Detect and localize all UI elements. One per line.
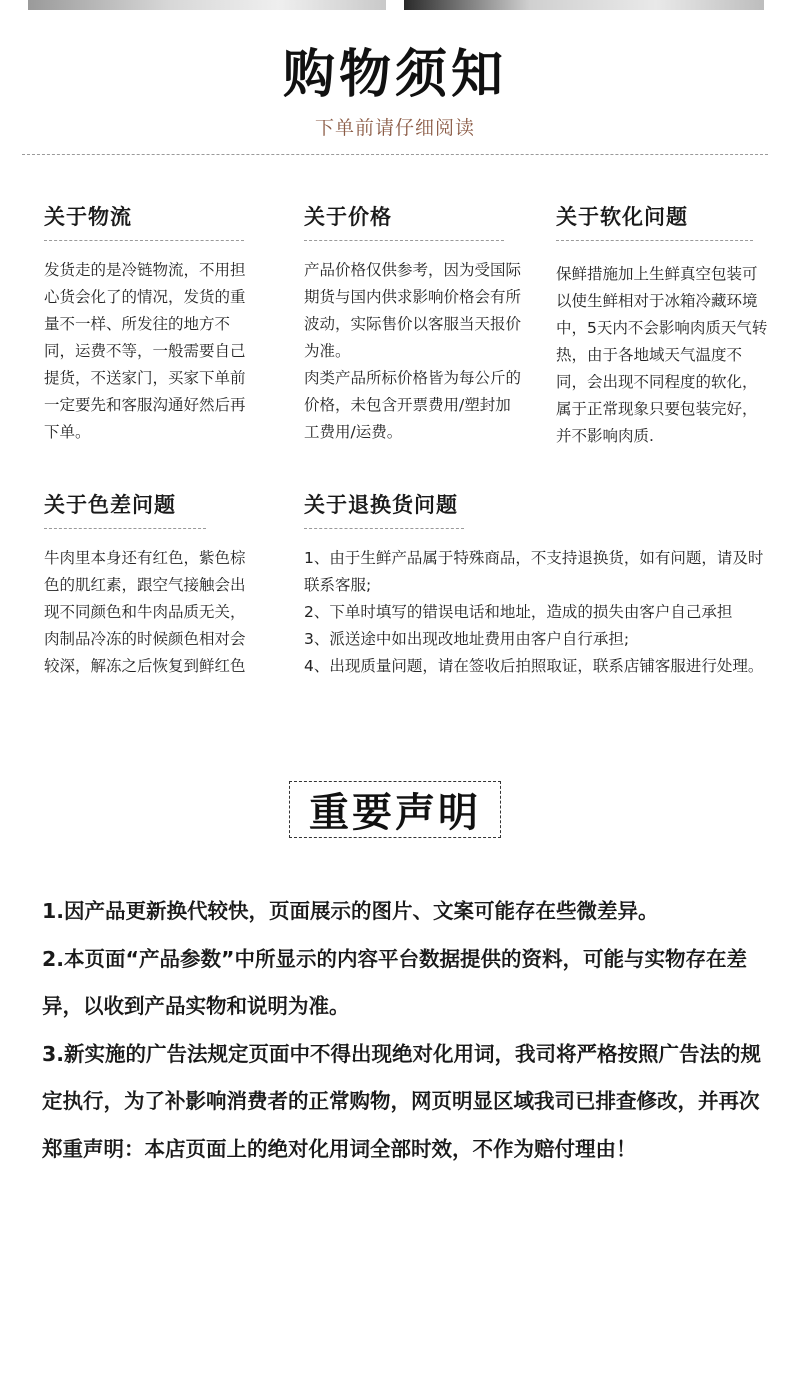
- section-text: [44, 257, 249, 446]
- section-title: 关于色差问题: [44, 493, 176, 517]
- divider: [22, 154, 768, 155]
- section-divider: [44, 240, 244, 241]
- section-line: 产品价格仅供参考，因为受国际期货与国内供求影响价格会有所波动，实际售价以客服当天报价为准。: [304, 261, 522, 360]
- section-line: 4、出现质量问题，请在签收后拍照取证，联系店铺客服进行处理。: [304, 657, 764, 675]
- section-divider: [556, 240, 753, 241]
- section-line: 保鲜措施加上生鲜真空包装可以使生鲜相对于冰箱冷藏环境中，5天内不会影响肉质天气转热，由于各地域天气温度不同，会出现不同程度的软化，属于正常现象只要包装完好，并不影响肉质.: [556, 265, 768, 445]
- section-text: [44, 545, 254, 680]
- section-text: [556, 261, 771, 450]
- section-line: 3、派送途中如出现改地址费用由客户自行承担;: [304, 630, 630, 648]
- statement-item: 3.新实施的广告法规定页面中不得出现绝对化用词，我司将严格按照广告法的规定执行，为了补影响消费者的正常购物，网页明显区域我司已排查修改，并再次郑重声明：本店页面上的绝对化用词全部时效，不作为赔付理由！: [42, 1041, 762, 1161]
- section-divider: [44, 528, 206, 529]
- section-title: 关于退换货问题: [304, 493, 458, 517]
- statement-text: [42, 888, 772, 1173]
- statement-item: 1.因产品更新换代较快，页面展示的图片、文案可能存在些微差异。: [42, 899, 659, 923]
- section-title: 关于软化问题: [556, 205, 688, 229]
- top-photo-left: [28, 0, 386, 10]
- section-line: 发货走的是冷链物流，不用担心货会化了的情况，发货的重量不一样、所发往的地方不同，运费不等，一般需要自己提货，不送家门，买家下单前一定要先和客服沟通好然后再下单。: [44, 261, 246, 441]
- section-logistics: [44, 202, 249, 446]
- statement-item: 2.本页面“产品参数”中所显示的内容平台数据提供的资料，可能与实物存在差异，以收到产品实物和说明为准。: [42, 946, 747, 1018]
- section-line: 牛肉里本身还有红色，紫色棕色的肌红素，跟空气接触会出现不同颜色和牛肉品质无关，肉制品冷冻的时候颜色相对会较深，解冻之后恢复到鲜红色: [44, 549, 246, 675]
- section-text: [304, 545, 776, 680]
- section-divider: [304, 240, 504, 241]
- section-color: [44, 490, 254, 680]
- page-subtitle: 下单前请仔细阅读: [314, 117, 475, 139]
- section-price: [304, 202, 522, 446]
- section-title: 关于价格: [304, 205, 392, 229]
- top-photo-right: [404, 0, 764, 10]
- section-returns: [304, 490, 776, 680]
- section-line: 肉类产品所标价格皆为每公斤的价格，未包含开票费用/塑封加工费用/运费。: [304, 369, 522, 441]
- section-line: 2、下单时填写的错误电话和地址，造成的损失由客户自己承担: [304, 603, 733, 621]
- section-text: [304, 257, 522, 446]
- section-title: 关于物流: [44, 205, 132, 229]
- section-softening: [556, 202, 771, 450]
- section-line: 1、由于生鲜产品属于特殊商品，不支持退换货，如有问题，请及时联系客服;: [304, 549, 764, 594]
- section-divider: [304, 528, 464, 529]
- statement-title: 重要声明: [289, 781, 501, 838]
- page-title: 购物须知: [282, 45, 507, 105]
